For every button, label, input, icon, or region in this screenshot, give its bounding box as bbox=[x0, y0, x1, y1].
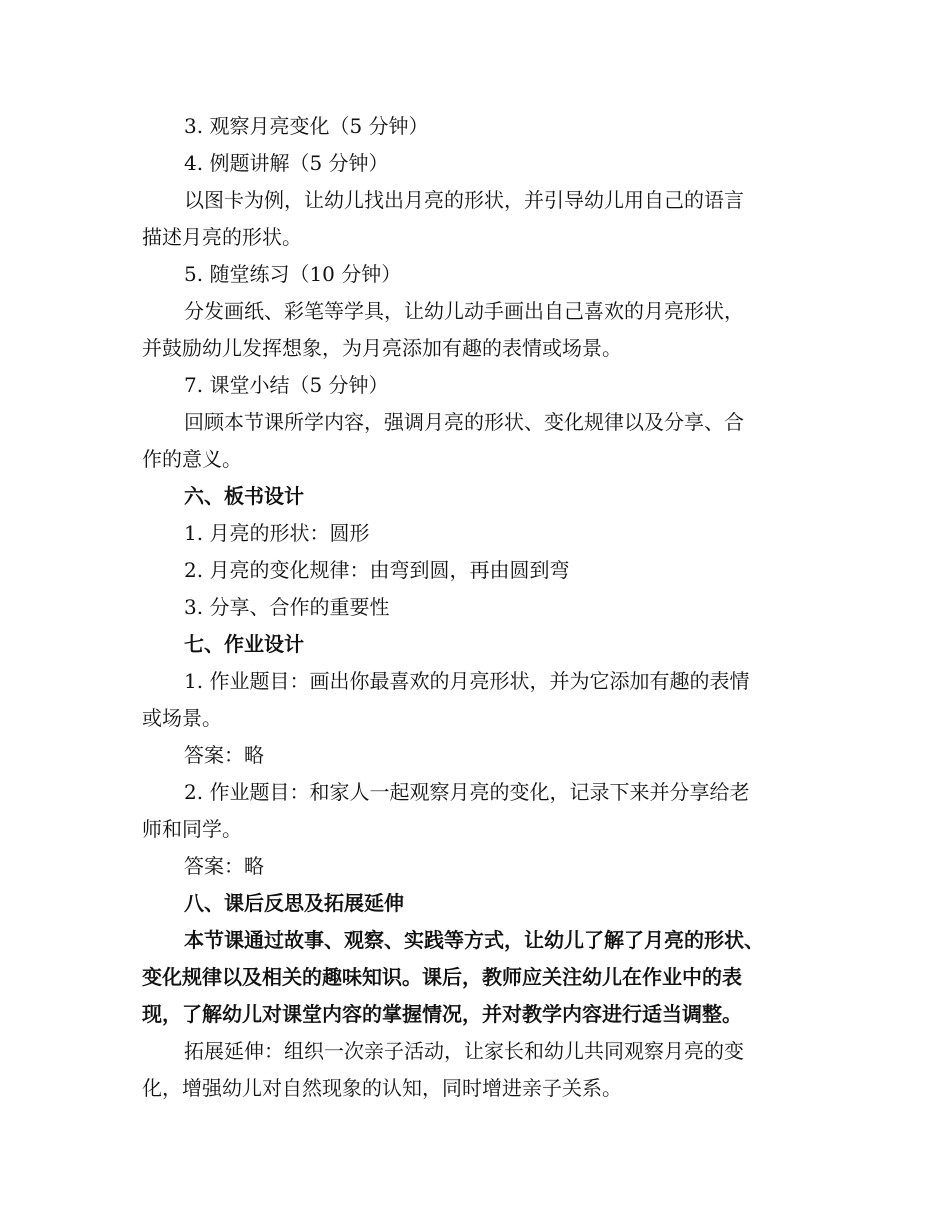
list-item-example: 4. 例题讲解（5 分钟） bbox=[184, 151, 389, 175]
list-item: 1. 作业题目：画出你最喜欢的月亮形状，并为它添加有趣的表情 bbox=[184, 669, 750, 693]
section-heading-board-design: 六、板书设计 bbox=[184, 484, 304, 508]
bold-paragraph-line: 现，了解幼儿对课堂内容的掌握情况，并对教学内容进行适当调整。 bbox=[142, 1002, 742, 1026]
paragraph-line: 或场景。 bbox=[142, 706, 222, 730]
list-item-practice: 5. 随堂练习（10 分钟） bbox=[184, 262, 402, 286]
paragraph-line: 作的意义。 bbox=[142, 447, 242, 471]
answer-line: 答案：略 bbox=[184, 854, 264, 878]
paragraph-line: 拓展延伸：组织一次亲子活动，让家长和幼儿共同观察月亮的变 bbox=[184, 1039, 744, 1063]
list-item: 3. 分享、合作的重要性 bbox=[184, 595, 390, 619]
list-item: 1. 月亮的形状：圆形 bbox=[184, 521, 370, 545]
paragraph-line: 师和同学。 bbox=[142, 817, 242, 841]
list-item-observe-moon: 3. 观察月亮变化（5 分钟） bbox=[184, 114, 429, 138]
paragraph-line: 化，增强幼儿对自然现象的认知，同时增进亲子关系。 bbox=[142, 1076, 622, 1100]
document-body bbox=[142, 108, 810, 1107]
bold-paragraph-line: 本节课通过故事、观察、实践等方式，让幼儿了解了月亮的形状、 bbox=[184, 928, 764, 952]
section-heading-reflection: 八、课后反思及拓展延伸 bbox=[184, 891, 404, 915]
list-item: 2. 月亮的变化规律：由弯到圆，再由圆到弯 bbox=[184, 558, 570, 582]
answer-line: 答案：略 bbox=[184, 743, 264, 767]
bold-paragraph-line: 变化规律以及相关的趣味知识。课后，教师应关注幼儿在作业中的表 bbox=[142, 965, 742, 989]
list-item-summary: 7. 课堂小结（5 分钟） bbox=[184, 373, 389, 397]
list-item: 2. 作业题目：和家人一起观察月亮的变化，记录下来并分享给老 bbox=[184, 780, 750, 804]
paragraph-line: 分发画纸、彩笔等学具，让幼儿动手画出自己喜欢的月亮形状， bbox=[184, 299, 744, 323]
paragraph-line: 并鼓励幼儿发挥想象，为月亮添加有趣的表情或场景。 bbox=[142, 336, 622, 360]
paragraph-line: 描述月亮的形状。 bbox=[142, 225, 302, 249]
paragraph-line: 以图卡为例，让幼儿找出月亮的形状，并引导幼儿用自己的语言 bbox=[184, 188, 744, 212]
paragraph-line: 回顾本节课所学内容，强调月亮的形状、变化规律以及分享、合 bbox=[184, 410, 744, 434]
section-heading-homework: 七、作业设计 bbox=[184, 632, 304, 656]
